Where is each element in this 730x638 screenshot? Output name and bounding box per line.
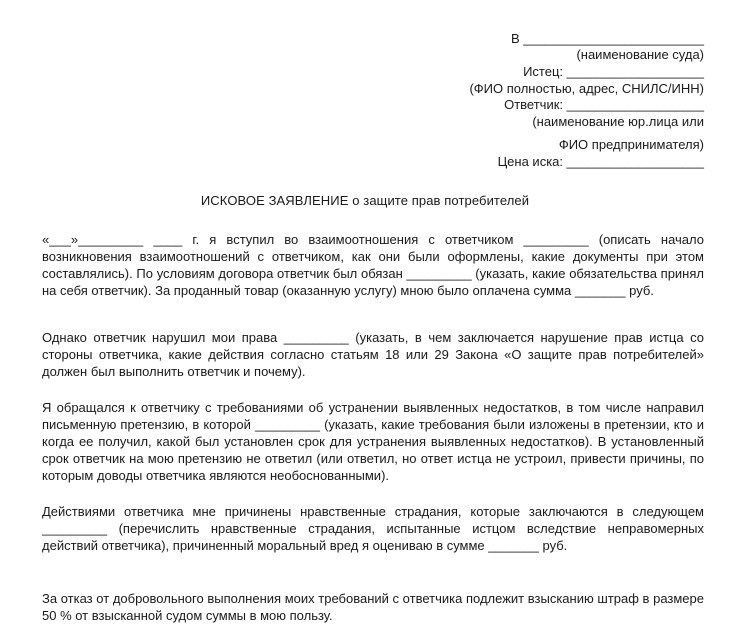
- court-line: В _________________________: [510, 31, 704, 46]
- paragraph-text: Я обращался к ответчику с требованиями об устранении выявленных недостатков, в том числе направил письменную претензию, в которой _________ (указать, какие требования были изложены в претензии, кто и когда ее получил, какой был установлен срок для устранения выявленных недостатков). В установленный срок ответчик на мою претензию не ответил (или ответил, но ответ истца не устроил, привести причины, по которым доводы ответчика являются необоснованными).: [42, 400, 704, 483]
- plaintiff-line: Истец: ___________________: [523, 64, 704, 79]
- plaintiff-label: (ФИО полностью, адрес, СНИЛС/ИНН): [469, 81, 704, 96]
- paragraph-2: [42, 329, 704, 380]
- document-title: ИСКОВОЕ ЗАЯВЛЕНИЕ о защите прав потребителей: [200, 193, 530, 208]
- paragraph-text: За отказ от добровольного выполнения моих требований с ответчика подлежит взысканию штраф в размере 50 % от взысканной судом суммы в мою пользу.: [42, 591, 704, 623]
- paragraph-5: [42, 590, 704, 624]
- paragraph-text: «___»_________ ____ г. я вступил во взаимоотношения с ответчиком _________ (описать начало возникновения взаимоотношений с ответчиком, как они были оформлены, какие документы при этом составлялись). По условиям договора ответчик был обязан _________ (указать, какие обязательства принял на себя ответчик). За проданный товар (оказанную услугу) мною было оплачена сумма _______ руб.: [42, 232, 704, 298]
- paragraph-4: [42, 503, 704, 554]
- defendant-label-1: (наименование юр.лица или: [532, 114, 704, 129]
- paragraph-3: [42, 399, 704, 484]
- defendant-label-2: ФИО предпринимателя): [558, 137, 704, 152]
- paragraph-text: Однако ответчик нарушил мои права _________ (указать, в чем заключается нарушение прав истца со стороны ответчика, какие действия согласно статьям 18 или 29 Закона «О защите прав потребителей» должен был выполнить ответчик и почему).: [42, 330, 704, 379]
- claim-price-line: Цена иска: ___________________: [497, 154, 704, 169]
- paragraph-text: Действиями ответчика мне причинены нравственные страдания, которые заключаются в следующем _________ (перечислить нравственные страдания, испытанные истцом вследствие неправомерных действий ответчика), причиненный моральный вред я оцениваю в сумме _______ руб.: [42, 504, 704, 553]
- court-label: (наименование суда): [576, 47, 704, 62]
- paragraph-1: [42, 231, 704, 299]
- defendant-line: Ответчик: ___________________: [504, 97, 704, 112]
